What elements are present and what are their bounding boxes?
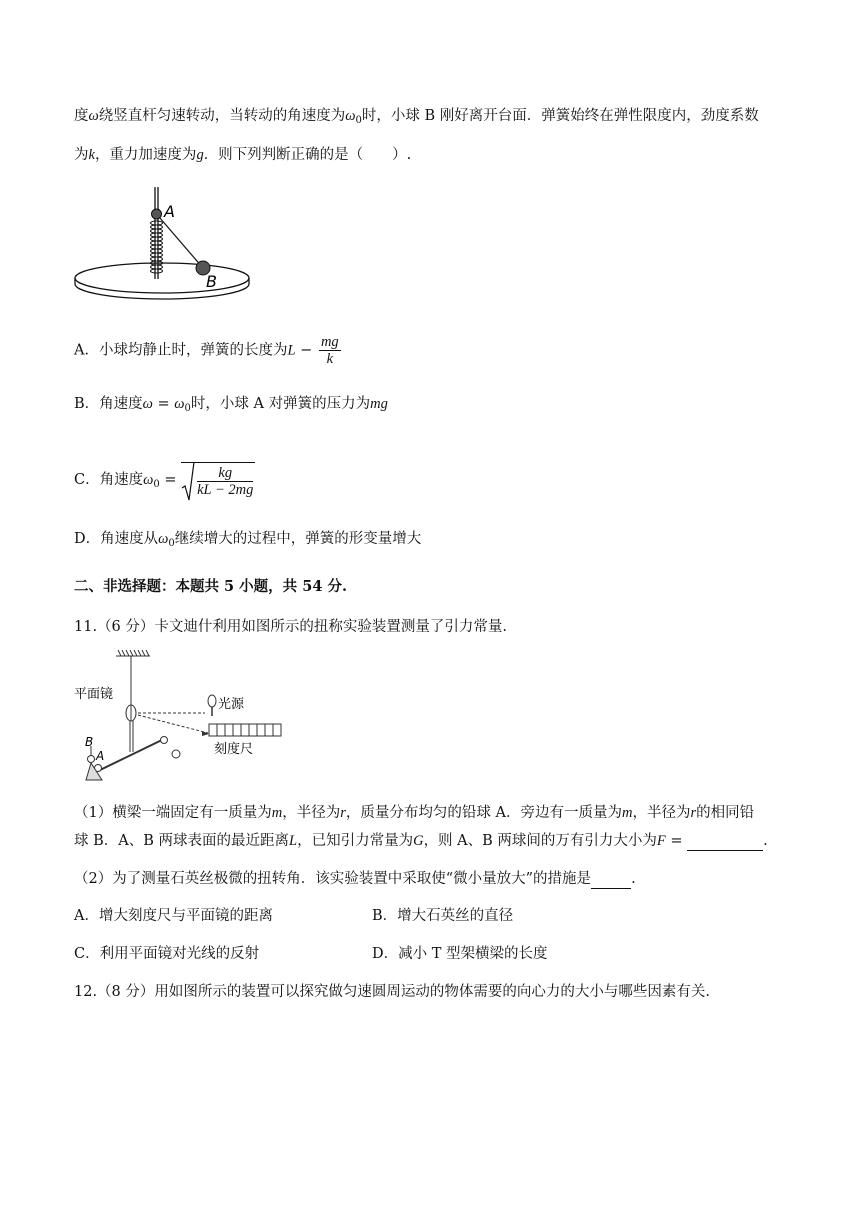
- option-b: B．角速度$\omega = \omega_0$时，小球 A 对弹簧的压力为mg: [74, 396, 388, 414]
- q11-option-d: D．减小 T 型架横梁的长度: [372, 946, 548, 962]
- option-a: A．小球均静止时，弹簧的长度为L − $\frac{mg}{k}$: [74, 334, 339, 367]
- question-intro-line-1: 度ω绕竖直杆匀速转动，当转动的角速度为$\omega_0$时，小球 B 刚好离开台面．弹簧始终在弹性限度内，劲度系数: [74, 108, 759, 126]
- option-d: D．角速度从$\omega_0$继续增大的过程中，弹簧的形变量增大: [74, 531, 422, 549]
- label-b: B: [206, 272, 217, 291]
- q12-stem: 12.（8 分）用如图所示的装置可以探究做匀速圆周运动的物体需要的向心力的大小与哪些因素有关.: [74, 984, 710, 1000]
- answer-blank-1[interactable]: [687, 830, 763, 851]
- q11-option-c: C．利用平面镜对光线的反射: [74, 946, 260, 962]
- question-intro-line-2: 为k，重力加速度为g．则下列判断正确的是（ ）.: [74, 147, 412, 163]
- rotating-disk-figure: [72, 185, 252, 300]
- q11-part1-line1: （1）横梁一端固定有一质量为m，半径为r，质量分布均匀的铅球 A．旁边有一质量为m，半径为r的相同铅: [74, 805, 755, 821]
- ruler-label: 刻度尺: [214, 742, 254, 757]
- label-a: A: [164, 202, 175, 221]
- light-source-label: 光源: [218, 697, 245, 712]
- q11-stem: 11.（6 分）卡文迪什利用如图所示的扭称实验装置测量了引力常量.: [74, 619, 508, 635]
- ball-b-label: B: [85, 735, 94, 749]
- q11-option-a: A．增大刻度尺与平面镜的距离: [74, 908, 273, 924]
- q11-part2: （2）为了测量石英丝极微的扭转角．该实验装置中采取使“微小量放大”的措施是 .: [74, 868, 636, 889]
- section-heading: 二、非选择题：本题共 5 小题，共 54 分.: [74, 578, 348, 595]
- ball-a-label: A: [96, 749, 105, 763]
- torsion-balance-figure: [72, 648, 292, 783]
- mirror-label: 平面镜: [74, 687, 114, 702]
- option-c: C．角速度$\omega_0$ = $\frac{kg}{kL - 2mg}$: [74, 460, 255, 500]
- q11-part1-line2: 球 B．A、B 两球表面的最近距离L，已知引力常量为G，则 A、B 两球间的万有引力大小为F = .: [74, 830, 768, 851]
- sqrt-expression: $\frac{kg}{kL - 2mg}$: [181, 462, 255, 500]
- q11-option-b: B．增大石英丝的直径: [372, 908, 514, 924]
- answer-blank-2[interactable]: [591, 868, 631, 889]
